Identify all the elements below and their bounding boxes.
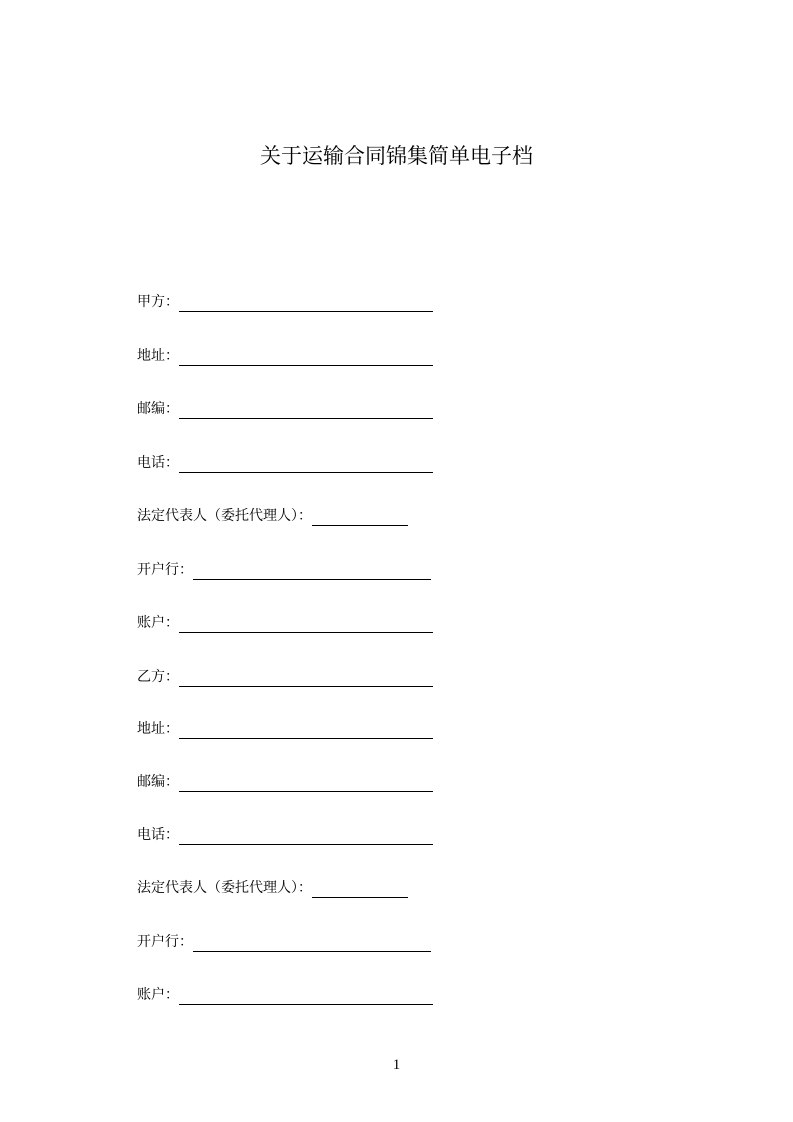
party-a-account-blank[interactable] xyxy=(179,616,433,633)
party-a-account-field xyxy=(137,611,433,633)
document-title: 关于运输合同锦集简单电子档 xyxy=(260,144,533,168)
party-b-phone-label: 电话： xyxy=(137,827,179,843)
party-a-postcode-label: 邮编： xyxy=(137,401,179,417)
party-b-name-label: 乙方： xyxy=(137,669,179,685)
party-b-bank-blank[interactable] xyxy=(193,935,431,952)
party-b-account-field xyxy=(137,983,433,1005)
party-a-representative-field xyxy=(137,504,408,526)
party-b-postcode-blank[interactable] xyxy=(179,775,433,792)
party-b-address-label: 地址： xyxy=(137,721,179,737)
party-b-phone-field xyxy=(137,823,433,845)
party-a-bank-field xyxy=(137,558,431,580)
party-a-bank-blank[interactable] xyxy=(193,563,431,580)
party-a-name-field xyxy=(137,290,433,312)
party-a-account-label: 账户： xyxy=(137,615,179,631)
party-a-address-field xyxy=(137,344,433,366)
party-a-phone-field xyxy=(137,451,433,473)
party-b-postcode-label: 邮编： xyxy=(137,774,179,790)
party-a-phone-label: 电话： xyxy=(137,455,179,471)
party-b-bank-field xyxy=(137,930,431,952)
party-a-address-blank[interactable] xyxy=(179,349,433,366)
party-b-representative-label: 法定代表人（委托代理人）： xyxy=(137,880,312,896)
party-b-address-field xyxy=(137,717,433,739)
party-a-phone-blank[interactable] xyxy=(179,456,433,473)
party-b-address-blank[interactable] xyxy=(179,722,433,739)
party-a-postcode-field xyxy=(137,397,433,419)
party-a-postcode-blank[interactable] xyxy=(179,402,433,419)
party-a-address-label: 地址： xyxy=(137,348,179,364)
party-a-name-blank[interactable] xyxy=(179,295,433,312)
party-b-account-blank[interactable] xyxy=(179,988,433,1005)
party-b-postcode-field xyxy=(137,770,433,792)
party-b-phone-blank[interactable] xyxy=(179,828,433,845)
party-b-representative-blank[interactable] xyxy=(312,881,408,898)
party-a-representative-label: 法定代表人（委托代理人）： xyxy=(137,508,312,524)
party-b-name-blank[interactable] xyxy=(179,670,433,687)
party-b-representative-field xyxy=(137,876,408,898)
party-a-name-label: 甲方： xyxy=(137,294,179,310)
party-b-name-field xyxy=(137,665,433,687)
party-b-bank-label: 开户行： xyxy=(137,934,193,950)
party-a-representative-blank[interactable] xyxy=(312,509,408,526)
party-b-account-label: 账户： xyxy=(137,987,179,1003)
page-number: 1 xyxy=(392,1057,401,1073)
party-a-bank-label: 开户行： xyxy=(137,562,193,578)
